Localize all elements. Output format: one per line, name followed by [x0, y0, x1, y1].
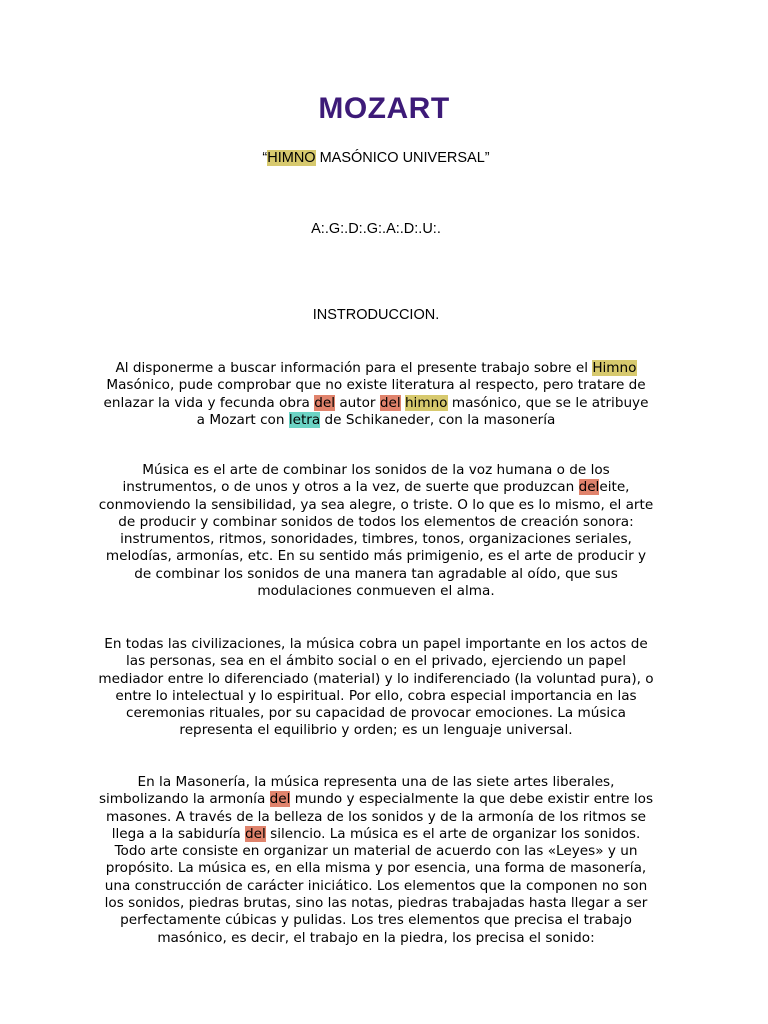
highlight-word: himno: [404, 394, 448, 411]
highlight-word: letra: [288, 411, 321, 428]
text-run: mundo y especialmente la que debe existir entre los masones. A través de la belleza de los sonidos y de la armonía de los ritmos se llega a la sabiduría: [105, 791, 654, 842]
section-heading: INSTRODUCCION.: [312, 307, 440, 323]
masonic-dedication: A:.G:.D:.G:.A:.D:.U:.: [311, 221, 441, 237]
page-title: MOZART: [318, 92, 450, 125]
paragraph-civilizations: En todas las civilizaciones, la música cobra un papel importante en los actos de las personas, sea en el ámbito social o en el privado, ejerciendo un papel mediador entre lo diferenciado (material) y lo indiferenciado (la voluntad pura), o entre lo intelectual y lo espiritual. Por ello, cobra especial importancia en las ceremonias rituales, por su capacidad de provocar emociones. La música representa el equilibrio y orden; es un lenguaje universal.: [98, 636, 654, 739]
text-run: autor: [335, 394, 380, 411]
highlight-word: del: [379, 394, 401, 411]
text-run: silencio. La música es el arte de organizar los sonidos. Todo arte consiste en organizar un material de acuerdo con las «Leyes» y un propósito. La música es, en ella misma y por esencia, una forma de masonería, una construcción de carácter iniciático. Los elementos que la componen no son los sonidos, piedras brutas, sino las notas, piedras trabajadas hasta llegar a ser perfectamente cúbicas y pulidas. Los tres elementos que precisa el trabajo masónico, es decir, el trabajo en la piedra, los precisa el sonido:: [104, 825, 648, 946]
text-run: Música es el arte de combinar los sonidos de la voz humana o de los instrumentos, o de unos y otros a la vez, de suerte que produzcan: [122, 462, 610, 496]
text-run: En la Masonería, la música representa una de las siete artes liberales, simbolizando la armonía: [98, 774, 615, 808]
paragraph-music-definition: [98, 462, 654, 600]
paragraph-masonry: [98, 774, 654, 947]
subtitle-open-quote: “: [262, 150, 268, 166]
highlight-word: Himno: [592, 360, 637, 376]
highlight-word: del: [578, 479, 600, 496]
text-run: eite, conmoviendo la sensibilidad, ya sea alegre, o triste. O lo que es lo mismo, el arte de producir y combinar sonidos de todos los elementos de creación sonora: instrumentos, ritmos, sonoridades, timbres, tonos, organizaciones seriales, melodías, armonías, etc. En su sentido más primigenio, es el arte de producir y de combinar los sonidos de una manera tan agradable al oído, que sus modulaciones conmueven el alma.: [98, 479, 654, 600]
text-run: Al disponerme a buscar información para el presente trabajo sobre el: [115, 360, 593, 376]
paragraph-intro: [98, 360, 654, 429]
highlight-word: del: [314, 394, 335, 411]
subtitle-highlight: HIMNO: [267, 150, 316, 166]
hymn-subtitle: [0, 150, 752, 166]
subtitle-rest: MASÓNICO UNIVERSAL”: [315, 150, 490, 166]
text-run: masónico, que se le atribuye a Mozart con: [196, 394, 649, 428]
text-run: de Schikaneder, con la masonería: [320, 411, 556, 428]
text-run: Masónico, pude comprobar que no existe literatura al respecto, pero tratare de enlazar la vida y fecunda obra: [103, 377, 646, 411]
highlight-word: del: [245, 825, 266, 842]
highlight-word: del: [269, 791, 291, 808]
